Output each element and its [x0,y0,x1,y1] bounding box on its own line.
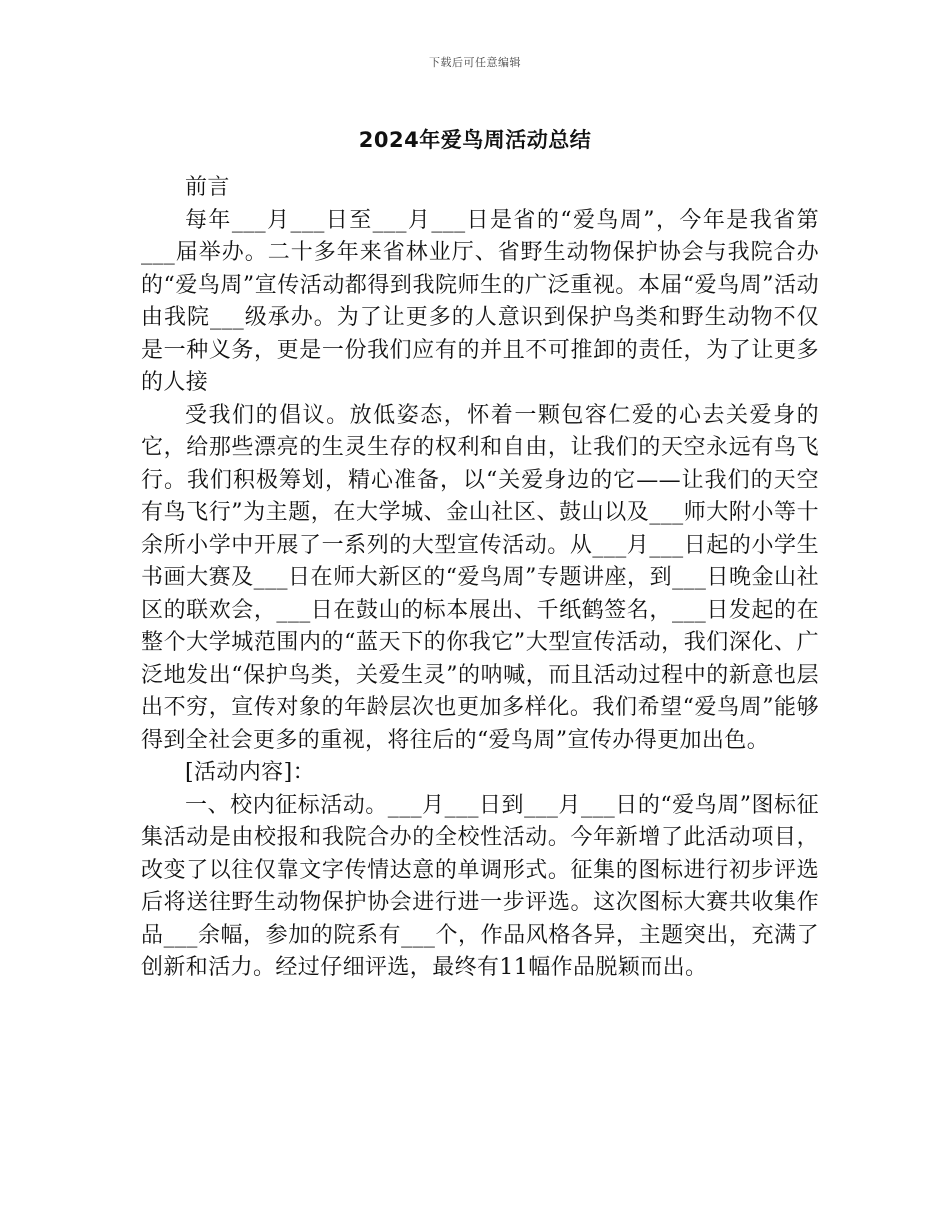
paragraph-activity-heading: [活动内容]： [185,760,315,785]
header-note: 下载后可任意编辑 [429,56,521,69]
document-title: 2024年爱鸟周活动总结 [358,128,592,152]
paragraph-intro: 每年___月___日至___月___日是省的“爱鸟周”，今年是我省第___届举办。二十多年来省林业厅、省野生动物保护协会与我院合办的“爱鸟周”宣传活动都得到我院师生的广泛重视。本届“爱鸟周”活动由我院___级承办。为了让更多的人意识到保护鸟类和野生动物不仅是一种义务，更是一份我们应有的并且不可推卸的责任，为了让更多的人接 [141,207,819,395]
paragraph-initiative: 受我们的倡议。放低姿态，怀着一颗包容仁爱的心去关爱身的它，给那些漂亮的生灵生存的权利和自由，让我们的天空永远有鸟飞行。我们积极筹划，精心准备，以“关爱身边的它——让我们的天空有鸟飞行”为主题，在大学城、金山社区、鼓山以及___师大附小等十余所小学中开展了一系列的大型宣传活动。从___月___日起的小学生书画大赛及___日在师大新区的“爱鸟周”专题讲座，到___日晚金山社区的联欢会，___日在鼓山的标本展出、千纸鹤签名，___日发起的在整个大学城范围内的“蓝天下的你我它”大型宣传活动，我们深化、广泛地发出“保护鸟类，关爱生灵”的呐喊，而且活动过程中的新意也层出不穷，宣传对象的年龄层次也更加多样化。我们希望“爱鸟周”能够得到全社会更多的重视，将往后的“爱鸟周”宣传办得更加出色。 [141,402,819,753]
document-body [141,172,819,985]
paragraph-preface-heading: 前言 [185,175,230,200]
paragraph-logo-contest: 一、校内征标活动。___月___日到___月___日的“爱鸟周”图标征集活动是由校报和我院合办的全校性活动。今年新增了此活动项目，改变了以往仅靠文字传情达意的单调形式。征集的图标进行初步评选后将送往野生动物保护协会进行进一步评选。这次图标大赛共收集作品___余幅，参加的院系有___个，作品风格各异，主题突出，充满了创新和活力。经过仔细评选，最终有11幅作品脱颖而出。 [141,792,819,980]
